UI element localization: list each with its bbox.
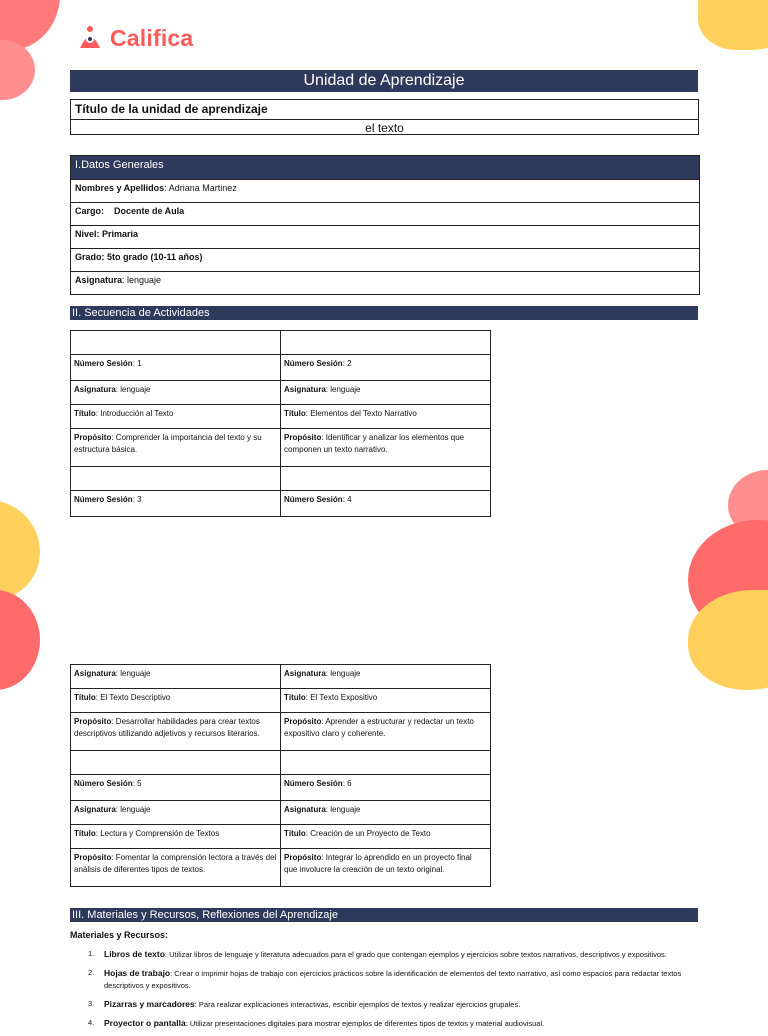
dg-row-nombres: Nombres y Apellidos: Adriana Martinez	[71, 179, 699, 202]
session-title-1: Título: Introducción al Texto	[71, 405, 281, 429]
session-purpose-5: Propósito: Fomentar la comprensión lectora a través del análisis de diferentes tipos de textos.	[71, 849, 281, 887]
session-subject-3: Asignatura: lenguaje	[71, 665, 281, 689]
session-number-5: Número Sesión: 5	[71, 775, 281, 801]
unit-label: Título de la unidad de aprendizaje	[71, 100, 698, 120]
datos-generales-table	[70, 155, 700, 295]
session-purpose-4: Propósito: Aprender a estructurar y redactar un texto expositivo claro y coherente.	[281, 713, 491, 751]
list-item: 2. Hojas de trabajo: Crear o imprimir hojas de trabajo con ejercicios prácticos sobre la identificación de elementos del texto narrativo, así como espacios para redactar textos descriptivos y expositivos.	[88, 968, 682, 990]
session-title-3: Título: El Texto Descriptivo	[71, 689, 281, 713]
session-number-4: Número Sesión: 4	[281, 491, 491, 517]
session-subject-4: Asignatura: lenguaje	[281, 665, 491, 689]
session-subject-6: Asignatura: lenguaje	[281, 801, 491, 825]
dg-row-asignatura: Asignatura: lenguaje	[71, 271, 699, 294]
califica-mascot-icon	[76, 24, 104, 52]
session-number-1: Número Sesión: 1	[71, 355, 281, 381]
session-purpose-3: Propósito: Desarrollar habilidades para crear textos descriptivos utilizando adjetivos y recursos literarios.	[71, 713, 281, 751]
session-purpose-2: Propósito: Identificar y analizar los elementos que componen un texto narrativo.	[281, 429, 491, 467]
empty-cell	[71, 331, 281, 355]
session-title-4: Título: El Texto Expositivo	[281, 689, 491, 713]
session-subject-1: Asignatura: lenguaje	[71, 381, 281, 405]
session-table-1	[70, 330, 491, 517]
list-item: 3. Pizarras y marcadores: Para realizar explicaciones interactivas, escribir ejemplos de textos y realizar ejercicios grupales.	[88, 999, 521, 1009]
empty-cell	[281, 467, 491, 491]
brand-name: Califica	[110, 24, 194, 51]
empty-cell	[71, 467, 281, 491]
materiales-label: Materiales y Recursos:	[70, 930, 169, 940]
session-number-3: Número Sesión: 3	[71, 491, 281, 517]
session-title-2: Título: Elementos del Texto Narrativo	[281, 405, 491, 429]
list-item: 1. Libros de texto: Utilizar libros de lenguaje y literatura adecuados para el grado que contengan ejemplos y ejercicios sobre textos narrativos, descriptivos y expositivos.	[88, 949, 667, 959]
datos-generales-heading: I.Datos Generales	[71, 156, 699, 179]
list-item: 4. Proyector o pantalla: Utilizar presentaciones digitales para mostrar ejemplos de diferentes tipos de textos y material audiovisual.	[88, 1018, 545, 1028]
session-purpose-6: Propósito: Integrar lo aprendido en un proyecto final que involucre la creación de un texto original.	[281, 849, 491, 887]
brand-logo[interactable]	[76, 24, 193, 52]
session-purpose-1: Propósito: Comprender la importancia del texto y su estructura básica.	[71, 429, 281, 467]
session-number-2: Número Sesión: 2	[281, 355, 491, 381]
session-number-6: Número Sesión: 6	[281, 775, 491, 801]
decor-blob-left-yellow	[0, 500, 40, 600]
session-table-2	[70, 664, 491, 887]
dg-row-grado: Grado: 5to grado (10-11 años)	[71, 248, 699, 271]
session-subject-5: Asignatura: lenguaje	[71, 801, 281, 825]
session-title-6: Título: Creación de un Proyecto de Texto	[281, 825, 491, 849]
decor-blob-left-red	[0, 590, 40, 690]
materiales-heading: III. Materiales y Recursos, Reflexiones del Aprendizaje	[70, 908, 698, 922]
dg-row-nivel: Nivel: Primaria	[71, 225, 699, 248]
session-title-5: Título: Lectura y Comprensión de Textos	[71, 825, 281, 849]
dg-row-cargo: Cargo: Docente de Aula	[71, 202, 699, 225]
decor-blob-top-left-small	[0, 40, 35, 100]
unit-value: el texto	[365, 121, 404, 135]
unit-box	[70, 99, 699, 135]
decor-blob-top-right	[698, 0, 768, 50]
secuencia-heading: II. Secuencia de Actividades	[70, 306, 698, 320]
empty-cell	[281, 751, 491, 775]
session-subject-2: Asignatura: lenguaje	[281, 381, 491, 405]
empty-cell	[71, 751, 281, 775]
page-title: Unidad de Aprendizaje	[70, 70, 698, 92]
empty-cell	[281, 331, 491, 355]
materiales-list	[88, 948, 708, 1036]
